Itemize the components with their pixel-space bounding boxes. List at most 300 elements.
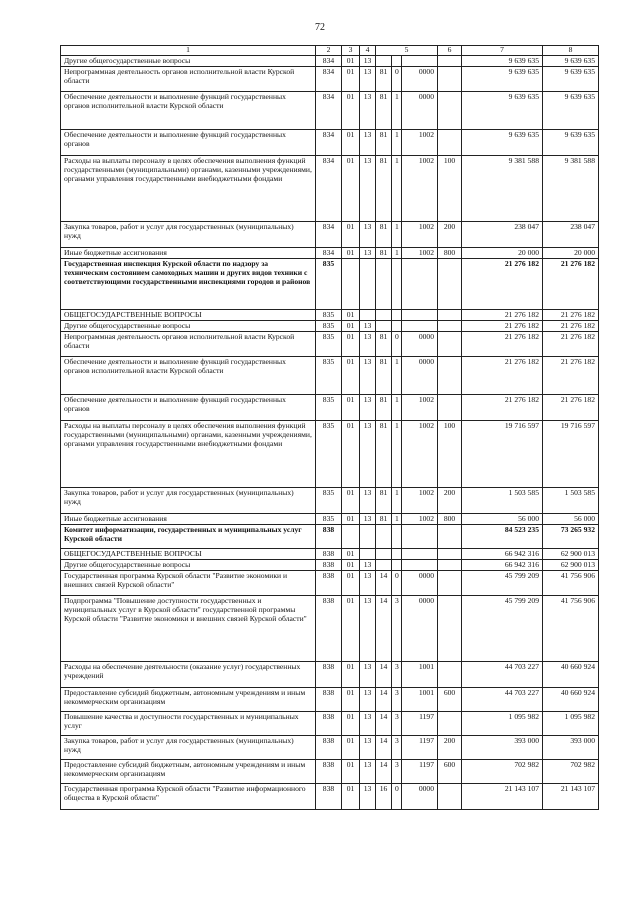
row-name-cell: Расходы на выплаты персоналу в целях обеспечения выполнения функций государственными (муниципальными) органами, казенными учреждениями, органами управления государственными внебюджетными фондами [61, 420, 316, 487]
row-csr-program-cell [376, 56, 392, 67]
row-rz-cell: 01 [342, 394, 360, 420]
row-gr-cell: 838 [316, 661, 342, 687]
row-csr-program-cell: 81 [376, 91, 392, 129]
row-csr-direction-cell: 1197 [402, 735, 438, 759]
row-vr-cell: 100 [438, 155, 462, 221]
row-csr-subprogram-cell [392, 258, 402, 309]
row-csr-program-cell: 14 [376, 759, 392, 783]
row-year2-cell: 40 660 924 [543, 661, 599, 687]
row-csr-subprogram-cell: 1 [392, 487, 402, 513]
row-vr-cell [438, 356, 462, 394]
table-row [61, 513, 599, 524]
row-vr-cell [438, 91, 462, 129]
row-csr-program-cell: 81 [376, 221, 392, 247]
table-row [61, 247, 599, 258]
row-year2-cell: 1 095 982 [543, 711, 599, 735]
row-csr-program-cell: 81 [376, 513, 392, 524]
row-gr-cell: 838 [316, 687, 342, 711]
row-csr-subprogram-cell [392, 56, 402, 67]
row-gr-cell: 835 [316, 513, 342, 524]
row-name-cell: Закупка товаров, работ и услуг для государственных (муниципальных) нужд [61, 735, 316, 759]
row-year1-cell: 9 639 635 [462, 66, 543, 91]
table-row [61, 394, 599, 420]
row-name-cell: Непрограммная деятельность органов исполнительной власти Курской области [61, 66, 316, 91]
row-gr-cell: 838 [316, 524, 342, 548]
row-pr-cell: 13 [360, 687, 376, 711]
row-pr-cell: 13 [360, 331, 376, 356]
row-pr-cell: 13 [360, 356, 376, 394]
row-name-cell: Подпрограмма "Повышение доступности государственных и муниципальных услуг в Курской области" государственной программы Курской области "Развитие экономики и внешних связей Курской области" [61, 595, 316, 661]
row-csr-direction-cell: 0000 [402, 783, 438, 809]
row-pr-cell: 13 [360, 129, 376, 155]
row-year1-cell: 238 047 [462, 221, 543, 247]
row-year2-cell: 73 265 932 [543, 524, 599, 548]
row-csr-direction-cell: 1002 [402, 487, 438, 513]
row-csr-program-cell [376, 320, 392, 331]
row-vr-cell [438, 559, 462, 570]
row-year1-cell: 393 000 [462, 735, 543, 759]
row-csr-direction-cell [402, 258, 438, 309]
row-year2-cell: 21 276 182 [543, 331, 599, 356]
row-csr-subprogram-cell: 3 [392, 711, 402, 735]
table-row [61, 91, 599, 129]
header-cell: 2 [316, 46, 342, 56]
table-row [61, 56, 599, 67]
row-year1-cell: 21 276 182 [462, 331, 543, 356]
row-csr-program-cell: 81 [376, 487, 392, 513]
row-year2-cell: 238 047 [543, 221, 599, 247]
row-year1-cell: 84 523 235 [462, 524, 543, 548]
header-cell: 6 [438, 46, 462, 56]
row-csr-program-cell [376, 258, 392, 309]
row-year2-cell: 56 000 [543, 513, 599, 524]
table-row [61, 487, 599, 513]
row-name-cell: Государственная программа Курской области "Развитие экономики и внешних связей Курской области" [61, 570, 316, 595]
row-rz-cell: 01 [342, 247, 360, 258]
row-year1-cell: 9 639 635 [462, 129, 543, 155]
row-csr-direction-cell: 1001 [402, 661, 438, 687]
row-year2-cell: 62 900 013 [543, 559, 599, 570]
row-gr-cell: 838 [316, 559, 342, 570]
row-rz-cell: 01 [342, 66, 360, 91]
row-year1-cell: 56 000 [462, 513, 543, 524]
table-row [61, 687, 599, 711]
row-rz-cell: 01 [342, 487, 360, 513]
row-vr-cell [438, 595, 462, 661]
row-rz-cell: 01 [342, 735, 360, 759]
row-year2-cell: 9 381 588 [543, 155, 599, 221]
row-pr-cell [360, 548, 376, 559]
row-gr-cell: 834 [316, 91, 342, 129]
row-year2-cell: 9 639 635 [543, 129, 599, 155]
row-year2-cell: 21 276 182 [543, 320, 599, 331]
table-row [61, 258, 599, 309]
row-gr-cell: 838 [316, 548, 342, 559]
row-year1-cell: 9 381 588 [462, 155, 543, 221]
row-year1-cell: 44 703 227 [462, 661, 543, 687]
row-pr-cell [360, 309, 376, 320]
row-name-cell: Другие общегосударственные вопросы [61, 320, 316, 331]
row-pr-cell: 13 [360, 394, 376, 420]
row-pr-cell: 13 [360, 487, 376, 513]
row-year1-cell: 21 276 182 [462, 394, 543, 420]
row-gr-cell: 838 [316, 759, 342, 783]
row-pr-cell [360, 258, 376, 309]
row-csr-program-cell: 81 [376, 394, 392, 420]
row-csr-program-cell: 81 [376, 129, 392, 155]
row-name-cell: Государственная инспекция Курской области по надзору за техническим состоянием самоходных машин и других видов техники с соответствующими государственными инспекциями городов и районов [61, 258, 316, 309]
table-row [61, 320, 599, 331]
row-name-cell: Повышение качества и доступности государственных и муниципальных услуг [61, 711, 316, 735]
row-pr-cell: 13 [360, 513, 376, 524]
row-pr-cell: 13 [360, 91, 376, 129]
row-gr-cell: 835 [316, 487, 342, 513]
row-csr-subprogram-cell [392, 320, 402, 331]
row-year1-cell: 1 095 982 [462, 711, 543, 735]
row-year1-cell: 21 276 182 [462, 320, 543, 331]
row-csr-subprogram-cell: 3 [392, 595, 402, 661]
table-row [61, 356, 599, 394]
row-csr-direction-cell [402, 309, 438, 320]
row-rz-cell: 01 [342, 320, 360, 331]
row-year1-cell: 20 000 [462, 247, 543, 258]
row-csr-program-cell [376, 309, 392, 320]
row-year2-cell: 9 639 635 [543, 56, 599, 67]
row-name-cell: Обеспечение деятельности и выполнение функций государственных органов [61, 394, 316, 420]
row-csr-subprogram-cell: 0 [392, 570, 402, 595]
row-gr-cell: 834 [316, 66, 342, 91]
row-vr-cell [438, 66, 462, 91]
row-csr-subprogram-cell: 3 [392, 661, 402, 687]
row-year2-cell: 21 276 182 [543, 258, 599, 309]
row-gr-cell: 834 [316, 247, 342, 258]
header-cell: 4 [360, 46, 376, 56]
row-csr-direction-cell [402, 524, 438, 548]
row-name-cell: ОБЩЕГОСУДАРСТВЕННЫЕ ВОПРОСЫ [61, 548, 316, 559]
row-year1-cell: 44 703 227 [462, 687, 543, 711]
table-row [61, 570, 599, 595]
row-csr-subprogram-cell: 1 [392, 129, 402, 155]
header-cell: 1 [61, 46, 316, 56]
row-vr-cell: 600 [438, 759, 462, 783]
row-vr-cell [438, 129, 462, 155]
row-rz-cell: 01 [342, 711, 360, 735]
table-row [61, 735, 599, 759]
row-year1-cell: 9 639 635 [462, 56, 543, 67]
budget-table [60, 45, 599, 810]
row-rz-cell: 01 [342, 559, 360, 570]
row-pr-cell: 13 [360, 783, 376, 809]
row-csr-direction-cell: 0000 [402, 356, 438, 394]
table-row [61, 155, 599, 221]
row-year2-cell: 702 982 [543, 759, 599, 783]
row-year1-cell: 1 503 585 [462, 487, 543, 513]
row-name-cell: Закупка товаров, работ и услуг для государственных (муниципальных) нужд [61, 221, 316, 247]
row-csr-subprogram-cell: 1 [392, 91, 402, 129]
row-year2-cell: 40 660 924 [543, 687, 599, 711]
row-csr-program-cell: 81 [376, 356, 392, 394]
row-name-cell: Другие общегосударственные вопросы [61, 559, 316, 570]
row-name-cell: Обеспечение деятельности и выполнение функций государственных органов исполнительной власти Курской области [61, 91, 316, 129]
row-csr-program-cell: 14 [376, 711, 392, 735]
row-csr-direction-cell [402, 559, 438, 570]
row-name-cell: Предоставление субсидий бюджетным, автономным учреждениям и иным некоммерческим организациям [61, 687, 316, 711]
row-year2-cell: 41 756 906 [543, 570, 599, 595]
header-row [61, 46, 599, 56]
table-row [61, 309, 599, 320]
row-csr-direction-cell: 1197 [402, 711, 438, 735]
row-name-cell: Расходы на обеспечение деятельности (оказание услуг) государственных учреждений [61, 661, 316, 687]
row-pr-cell: 13 [360, 559, 376, 570]
row-vr-cell: 200 [438, 487, 462, 513]
row-csr-direction-cell [402, 56, 438, 67]
table-row [61, 420, 599, 487]
table-row [61, 221, 599, 247]
row-vr-cell: 200 [438, 735, 462, 759]
row-pr-cell: 13 [360, 420, 376, 487]
row-csr-subprogram-cell: 0 [392, 331, 402, 356]
row-gr-cell: 835 [316, 258, 342, 309]
row-year2-cell: 1 503 585 [543, 487, 599, 513]
row-gr-cell: 835 [316, 394, 342, 420]
row-csr-direction-cell: 0000 [402, 91, 438, 129]
row-gr-cell: 834 [316, 56, 342, 67]
row-pr-cell: 13 [360, 155, 376, 221]
row-gr-cell: 838 [316, 595, 342, 661]
table-row [61, 711, 599, 735]
row-gr-cell: 838 [316, 735, 342, 759]
row-csr-program-cell: 14 [376, 661, 392, 687]
table-row [61, 595, 599, 661]
row-csr-subprogram-cell: 1 [392, 513, 402, 524]
row-vr-cell [438, 570, 462, 595]
row-name-cell: Государственная программа Курской области "Развитие информационного общества в Курской области" [61, 783, 316, 809]
row-csr-subprogram-cell: 1 [392, 394, 402, 420]
row-csr-program-cell: 14 [376, 735, 392, 759]
row-gr-cell: 834 [316, 155, 342, 221]
row-csr-program-cell: 81 [376, 420, 392, 487]
header-cell: 5 [376, 46, 438, 56]
row-name-cell: Иные бюджетные ассигнования [61, 513, 316, 524]
row-csr-subprogram-cell: 3 [392, 687, 402, 711]
row-vr-cell [438, 548, 462, 559]
row-year2-cell: 41 756 906 [543, 595, 599, 661]
row-csr-direction-cell: 0000 [402, 331, 438, 356]
row-csr-program-cell: 81 [376, 247, 392, 258]
row-name-cell: Закупка товаров, работ и услуг для государственных (муниципальных) нужд [61, 487, 316, 513]
row-year1-cell: 702 982 [462, 759, 543, 783]
row-pr-cell: 13 [360, 56, 376, 67]
row-pr-cell: 13 [360, 221, 376, 247]
row-csr-subprogram-cell [392, 548, 402, 559]
row-vr-cell [438, 783, 462, 809]
row-gr-cell: 834 [316, 221, 342, 247]
row-pr-cell: 13 [360, 320, 376, 331]
row-csr-direction-cell: 0000 [402, 66, 438, 91]
row-pr-cell: 13 [360, 66, 376, 91]
row-csr-program-cell [376, 548, 392, 559]
row-rz-cell: 01 [342, 129, 360, 155]
row-gr-cell: 834 [316, 129, 342, 155]
row-year2-cell: 21 143 107 [543, 783, 599, 809]
row-year1-cell: 45 799 209 [462, 595, 543, 661]
row-rz-cell: 01 [342, 356, 360, 394]
header-cell: 7 [462, 46, 543, 56]
row-csr-subprogram-cell [392, 559, 402, 570]
row-csr-subprogram-cell [392, 524, 402, 548]
row-rz-cell: 01 [342, 56, 360, 67]
row-year2-cell: 62 900 013 [543, 548, 599, 559]
row-year1-cell: 66 942 316 [462, 559, 543, 570]
header-cell: 8 [543, 46, 599, 56]
row-rz-cell: 01 [342, 783, 360, 809]
row-csr-program-cell: 14 [376, 595, 392, 661]
row-csr-subprogram-cell: 1 [392, 247, 402, 258]
row-vr-cell: 800 [438, 247, 462, 258]
row-vr-cell: 800 [438, 513, 462, 524]
row-rz-cell: 01 [342, 687, 360, 711]
table-row [61, 759, 599, 783]
row-csr-subprogram-cell: 0 [392, 66, 402, 91]
row-csr-subprogram-cell: 3 [392, 735, 402, 759]
row-gr-cell: 838 [316, 783, 342, 809]
row-rz-cell: 01 [342, 309, 360, 320]
row-year2-cell: 21 276 182 [543, 394, 599, 420]
row-vr-cell [438, 56, 462, 67]
row-csr-subprogram-cell [392, 309, 402, 320]
table-row [61, 559, 599, 570]
row-name-cell: ОБЩЕГОСУДАРСТВЕННЫЕ ВОПРОСЫ [61, 309, 316, 320]
table-row [61, 331, 599, 356]
row-vr-cell [438, 309, 462, 320]
row-csr-program-cell: 81 [376, 66, 392, 91]
row-csr-direction-cell: 1002 [402, 129, 438, 155]
row-year1-cell: 21 276 182 [462, 356, 543, 394]
row-name-cell: Предоставление субсидий бюджетным, автономным учреждениям и иным некоммерческим организациям [61, 759, 316, 783]
row-csr-subprogram-cell: 1 [392, 221, 402, 247]
row-year2-cell: 9 639 635 [543, 91, 599, 129]
row-pr-cell [360, 524, 376, 548]
row-gr-cell: 835 [316, 309, 342, 320]
row-rz-cell: 01 [342, 155, 360, 221]
page-number: 72 [315, 22, 325, 33]
row-csr-direction-cell [402, 548, 438, 559]
row-csr-direction-cell: 0000 [402, 570, 438, 595]
row-csr-program-cell: 14 [376, 687, 392, 711]
row-gr-cell: 838 [316, 711, 342, 735]
row-csr-subprogram-cell: 3 [392, 759, 402, 783]
row-pr-cell: 13 [360, 247, 376, 258]
row-gr-cell: 835 [316, 420, 342, 487]
row-year1-cell: 21 276 182 [462, 258, 543, 309]
row-gr-cell: 835 [316, 320, 342, 331]
row-csr-direction-cell: 0000 [402, 595, 438, 661]
row-pr-cell: 13 [360, 595, 376, 661]
row-rz-cell: 01 [342, 91, 360, 129]
row-year1-cell: 45 799 209 [462, 570, 543, 595]
row-csr-direction-cell [402, 320, 438, 331]
row-vr-cell [438, 524, 462, 548]
row-year2-cell: 21 276 182 [543, 356, 599, 394]
row-year2-cell: 9 639 635 [543, 66, 599, 91]
row-year1-cell: 66 942 316 [462, 548, 543, 559]
header-cell: 3 [342, 46, 360, 56]
row-rz-cell: 01 [342, 595, 360, 661]
row-gr-cell: 835 [316, 331, 342, 356]
row-csr-program-cell: 81 [376, 331, 392, 356]
row-rz-cell: 01 [342, 661, 360, 687]
row-csr-direction-cell: 1002 [402, 247, 438, 258]
row-rz-cell: 01 [342, 420, 360, 487]
row-name-cell: Комитет информатизации, государственных и муниципальных услуг Курской области [61, 524, 316, 548]
row-pr-cell: 13 [360, 570, 376, 595]
row-vr-cell [438, 320, 462, 331]
row-vr-cell: 200 [438, 221, 462, 247]
row-rz-cell [342, 524, 360, 548]
row-name-cell: Обеспечение деятельности и выполнение функций государственных органов [61, 129, 316, 155]
row-year2-cell: 21 276 182 [543, 309, 599, 320]
row-vr-cell: 600 [438, 687, 462, 711]
table-row [61, 783, 599, 809]
row-csr-program-cell [376, 559, 392, 570]
row-rz-cell: 01 [342, 759, 360, 783]
row-year2-cell: 20 000 [543, 247, 599, 258]
row-gr-cell: 838 [316, 570, 342, 595]
row-csr-direction-cell: 1002 [402, 221, 438, 247]
row-name-cell: Обеспечение деятельности и выполнение функций государственных органов исполнительной власти Курской области [61, 356, 316, 394]
row-csr-direction-cell: 1002 [402, 394, 438, 420]
table-row [61, 661, 599, 687]
row-csr-direction-cell: 1002 [402, 513, 438, 524]
row-year1-cell: 19 716 597 [462, 420, 543, 487]
row-pr-cell: 13 [360, 661, 376, 687]
row-csr-program-cell: 14 [376, 570, 392, 595]
row-csr-subprogram-cell: 1 [392, 155, 402, 221]
row-csr-program-cell: 16 [376, 783, 392, 809]
row-rz-cell: 01 [342, 513, 360, 524]
row-csr-direction-cell: 1002 [402, 155, 438, 221]
row-pr-cell: 13 [360, 759, 376, 783]
table-row [61, 66, 599, 91]
row-vr-cell [438, 711, 462, 735]
table-row [61, 129, 599, 155]
row-year2-cell: 393 000 [543, 735, 599, 759]
row-year2-cell: 19 716 597 [543, 420, 599, 487]
row-pr-cell: 13 [360, 711, 376, 735]
row-vr-cell [438, 258, 462, 309]
row-rz-cell: 01 [342, 221, 360, 247]
row-csr-program-cell: 81 [376, 155, 392, 221]
row-vr-cell [438, 394, 462, 420]
row-csr-subprogram-cell: 1 [392, 420, 402, 487]
table-row [61, 548, 599, 559]
row-csr-direction-cell: 1197 [402, 759, 438, 783]
row-name-cell: Непрограммная деятельность органов исполнительной власти Курской области [61, 331, 316, 356]
row-year1-cell: 9 639 635 [462, 91, 543, 129]
row-year1-cell: 21 276 182 [462, 309, 543, 320]
row-rz-cell: 01 [342, 331, 360, 356]
row-vr-cell: 100 [438, 420, 462, 487]
row-gr-cell: 835 [316, 356, 342, 394]
row-year1-cell: 21 143 107 [462, 783, 543, 809]
row-name-cell: Иные бюджетные ассигнования [61, 247, 316, 258]
row-csr-direction-cell: 1002 [402, 420, 438, 487]
row-vr-cell [438, 661, 462, 687]
row-pr-cell: 13 [360, 735, 376, 759]
row-rz-cell: 01 [342, 570, 360, 595]
row-vr-cell [438, 331, 462, 356]
row-csr-direction-cell: 1001 [402, 687, 438, 711]
